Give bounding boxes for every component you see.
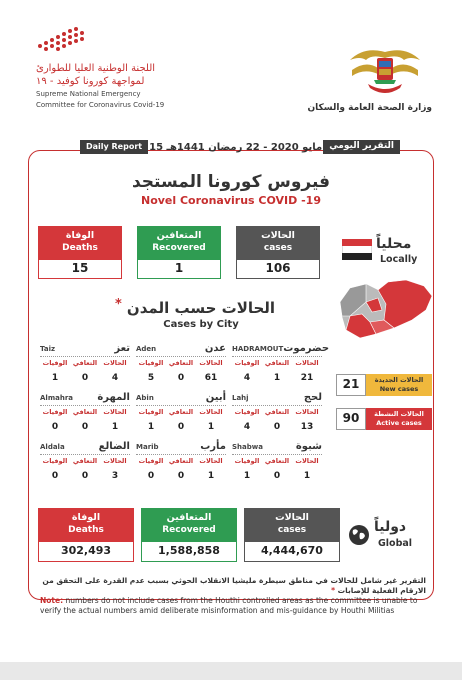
city-deaths-label: الوفيات	[138, 457, 164, 465]
new-cases-label-en: New cases	[379, 385, 419, 393]
city-name-ar: الضالع	[98, 441, 130, 452]
city-deaths-value: 1	[243, 471, 251, 481]
city-name-ar: لحج	[303, 392, 322, 403]
city-name-en: Almahra	[40, 394, 73, 402]
footnote-ar	[40, 576, 430, 596]
city-divider	[232, 454, 322, 455]
yemen-flag-icon	[342, 239, 372, 260]
city-card-aldala	[40, 441, 130, 481]
city-recovered-value: 0	[177, 422, 185, 432]
global-cases-value: 4,444,670	[244, 542, 340, 562]
city-deaths-label: الوفيات	[234, 359, 260, 367]
city-recovered-value: 0	[273, 422, 281, 432]
city-card-aden	[136, 343, 226, 383]
global-recovered-card	[141, 508, 237, 562]
city-divider	[136, 356, 226, 357]
cities-title-en: Cases by City	[163, 319, 239, 330]
local-deaths-value: 15	[38, 260, 122, 279]
committee-name-ar-2: لمواجهة كورونا كوفيد - ١٩	[36, 76, 145, 87]
local-deaths-card	[38, 226, 122, 279]
city-cases-value: 1	[207, 471, 215, 481]
globe-icon	[348, 524, 370, 546]
city-recovered-value: 1	[273, 373, 281, 383]
locally-label-en: Locally	[380, 254, 418, 265]
city-recovered-value: 0	[81, 471, 89, 481]
footnote-ar-text: التقرير غير شامل للحالات في مناطق سيطرة مليشيا الانقلاب الحوثي بسبب عدم القدرة على التحقق من الارقام الفعلية للإصابات	[42, 576, 426, 595]
city-divider	[232, 405, 322, 406]
footnote-en	[40, 596, 430, 616]
city-cases-label: الحالات	[295, 457, 319, 465]
city-recovered-value: 0	[81, 422, 89, 432]
yemen-map-icon	[336, 276, 436, 342]
city-cases-label: الحالات	[295, 408, 319, 416]
active-cases-label-en: Active cases	[376, 419, 422, 427]
city-name-ar: حضرموت	[283, 343, 330, 354]
city-deaths-value: 1	[147, 422, 155, 432]
city-deaths-label: الوفيات	[42, 359, 68, 367]
new-cases-box	[336, 374, 432, 396]
global-deaths-label-ar: الوفاة	[71, 512, 101, 523]
daily-report-en: Daily Report	[80, 140, 148, 154]
city-cases-value: 61	[204, 373, 218, 383]
local-cases-value: 106	[236, 260, 320, 279]
report-date: 15 مايو 2020 - 22 رمضان 1441هـ	[149, 141, 323, 153]
city-cases-label: الحالات	[199, 457, 223, 465]
city-card-almahra	[40, 392, 130, 432]
global-deaths-card	[38, 508, 134, 562]
city-name-ar: المهرة	[97, 392, 130, 403]
local-recovered-value: 1	[137, 260, 221, 279]
city-cases-value: 1	[207, 422, 215, 432]
city-deaths-value: 5	[147, 373, 155, 383]
locally-label-ar: محلياً	[376, 236, 412, 252]
city-cases-value: 1	[303, 471, 311, 481]
city-deaths-value: 1	[51, 373, 59, 383]
city-name-en: Aden	[136, 345, 157, 353]
city-recovered-label: التعافي	[168, 408, 194, 416]
city-card-taiz	[40, 343, 130, 383]
committee-block	[36, 26, 196, 110]
local-recovered-label-ar: المتعافين	[156, 230, 202, 241]
city-divider	[136, 405, 226, 406]
local-cases-card	[236, 226, 320, 279]
local-cases-label-ar: الحالات	[261, 230, 295, 241]
local-recovered-label-en: Recovered	[152, 243, 206, 253]
city-cases-value: 3	[111, 471, 119, 481]
global-label-ar: دولياً	[374, 519, 407, 535]
committee-name-en-1: Supreme National Emergency	[36, 90, 141, 98]
city-recovered-label: التعافي	[264, 359, 290, 367]
global-recovered-label-en: Recovered	[162, 525, 216, 535]
city-deaths-value: 4	[243, 373, 251, 383]
new-cases-value: 21	[336, 374, 366, 396]
active-cases-label-ar: الحالات النشطة	[374, 410, 424, 418]
date-bar	[80, 139, 400, 155]
global-cases-card	[244, 508, 340, 562]
title-ar: فيروس كورونا المستجد	[131, 172, 331, 192]
city-card-marib	[136, 441, 226, 481]
city-name-ar: مأرب	[200, 441, 226, 452]
city-name-en: Aldala	[40, 443, 65, 451]
bottom-strip	[0, 662, 462, 680]
local-recovered-card	[137, 226, 221, 279]
cities-title-ar: الحالات حسب المدن	[126, 299, 276, 317]
city-cases-value: 1	[111, 422, 119, 432]
city-recovered-label: التعافي	[72, 408, 98, 416]
city-cases-value: 13	[300, 422, 314, 432]
city-divider	[136, 454, 226, 455]
global-deaths-label-en: Deaths	[68, 525, 104, 535]
city-name-en: Marib	[136, 443, 159, 451]
city-deaths-label: الوفيات	[234, 457, 260, 465]
city-name-en: Lahj	[232, 394, 249, 402]
city-name-ar: تعز	[114, 343, 130, 354]
city-name-en: Shabwa	[232, 443, 263, 451]
city-recovered-label: التعافي	[264, 457, 290, 465]
city-cases-label: الحالات	[199, 408, 223, 416]
committee-name-ar-1: اللجنة الوطنية العليا للطوارئ	[36, 63, 156, 74]
city-name-en: HADRAMOUT	[232, 345, 284, 353]
cities-star: *	[115, 297, 122, 312]
global-recovered-label-ar: المتعافين	[166, 512, 212, 523]
city-name-en: Abin	[136, 394, 154, 402]
global-recovered-value: 1,588,858	[141, 542, 237, 562]
city-card-shabwa	[232, 441, 322, 481]
city-card-lahj	[232, 392, 322, 432]
city-cases-label: الحالات	[295, 359, 319, 367]
city-deaths-value: 4	[243, 422, 251, 432]
city-recovered-value: 0	[177, 471, 185, 481]
city-cases-label: الحالات	[199, 359, 223, 367]
daily-report-ar: التقرير اليومي	[323, 140, 400, 154]
city-deaths-label: الوفيات	[42, 457, 68, 465]
local-deaths-label-en: Deaths	[62, 243, 98, 253]
committee-logo-icon	[36, 26, 86, 52]
active-cases-box	[336, 408, 432, 430]
committee-name-en-2: Committee for Coronavirus Covid-19	[36, 101, 165, 109]
city-recovered-label: التعافي	[168, 359, 194, 367]
ministry-name: وزارة الصحة العامة والسكان	[307, 103, 432, 113]
city-deaths-value: 0	[51, 471, 59, 481]
city-cases-label: الحالات	[103, 408, 127, 416]
footnote-en-label: Note:	[40, 596, 64, 605]
city-cases-value: 21	[300, 373, 314, 383]
city-recovered-value: 0	[81, 373, 89, 383]
city-recovered-value: 0	[273, 471, 281, 481]
footnote-en-text: numbers do not include cases from the Houthi controlled areas as the committee is unable to verify the actual numbers amid deliberate misinformation and mis-guidance by Houthi Militias	[40, 596, 418, 615]
city-recovered-value: 0	[177, 373, 185, 383]
city-cases-label: الحالات	[103, 457, 127, 465]
footnote	[40, 576, 430, 616]
city-divider	[232, 356, 322, 357]
city-deaths-label: الوفيات	[138, 408, 164, 416]
city-cases-value: 4	[111, 373, 119, 383]
global-label-en: Global	[378, 538, 413, 549]
city-divider	[40, 356, 130, 357]
city-name-ar: شبوة	[295, 441, 322, 452]
city-divider	[40, 405, 130, 406]
city-card-abin	[136, 392, 226, 432]
city-cases-label: الحالات	[103, 359, 127, 367]
footnote-star: *	[331, 586, 336, 595]
city-card-hadramout	[232, 343, 330, 383]
city-divider	[40, 454, 130, 455]
yemen-emblem-icon	[344, 40, 426, 100]
new-cases-label-ar: الحالات الجديدة	[374, 376, 424, 384]
city-deaths-value: 0	[147, 471, 155, 481]
city-recovered-label: التعافي	[264, 408, 290, 416]
city-name-ar: عدن	[204, 343, 226, 354]
city-deaths-label: الوفيات	[234, 408, 260, 416]
local-cases-label-en: cases	[263, 243, 293, 253]
city-deaths-label: الوفيات	[42, 408, 68, 416]
city-recovered-label: التعافي	[72, 359, 98, 367]
title-en: Novel Coronavirus COVID -19	[140, 194, 321, 207]
city-name-en: Taiz	[40, 345, 56, 353]
city-recovered-label: التعافي	[168, 457, 194, 465]
city-recovered-label: التعافي	[72, 457, 98, 465]
local-deaths-label-ar: الوفاة	[65, 230, 95, 241]
city-deaths-label: الوفيات	[138, 359, 164, 367]
city-deaths-value: 0	[51, 422, 59, 432]
global-cases-label-ar: الحالات	[275, 512, 309, 523]
city-name-ar: أبين	[205, 392, 226, 403]
active-cases-value: 90	[336, 408, 366, 430]
global-cases-label-en: cases	[277, 525, 307, 535]
global-deaths-value: 302,493	[38, 542, 134, 562]
